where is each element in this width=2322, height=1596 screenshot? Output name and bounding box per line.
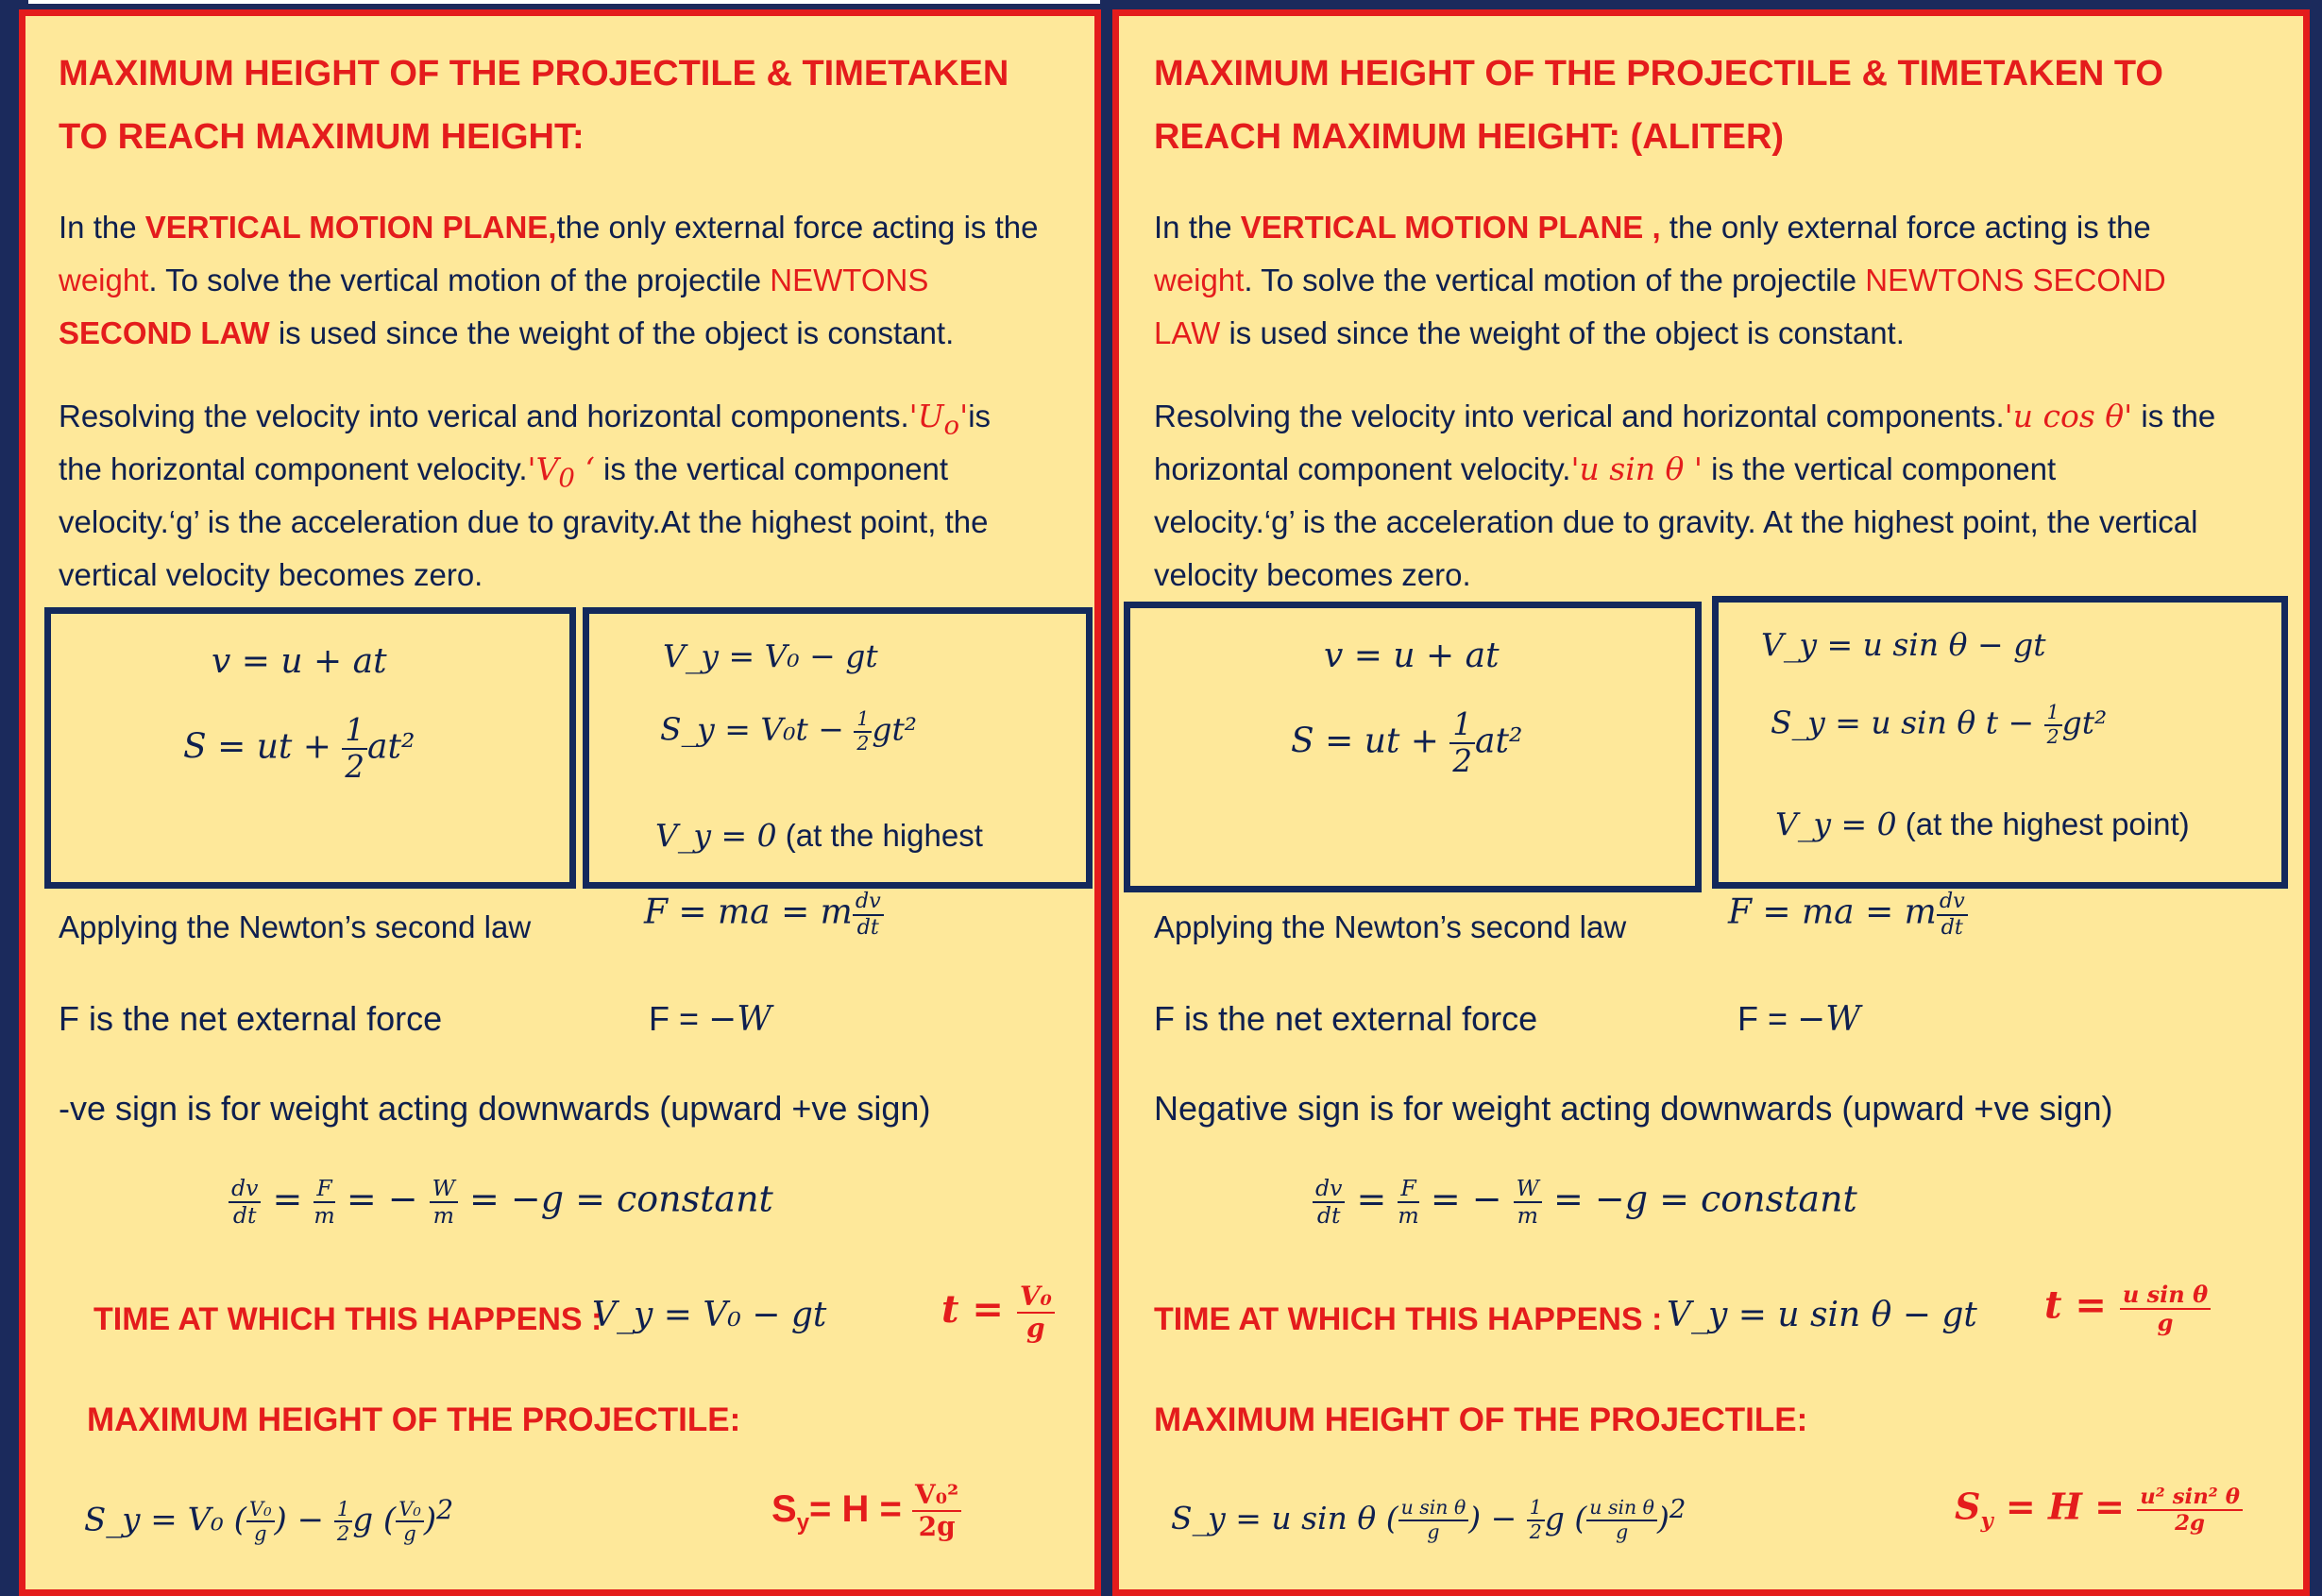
text: the horizontal component velocity.	[59, 451, 528, 486]
top-border-line	[28, 0, 1100, 4]
left-time-label: TIME AT WHICH THIS HAPPENS :	[93, 1301, 602, 1337]
text: Resolving the velocity into verical and horizontal components.	[59, 399, 909, 433]
left-newton-eq: F = ma = m $\frac{dv}{dt}$	[644, 890, 884, 940]
left-t-result: t = $\frac{\text{V₀}}{g}$	[941, 1282, 1055, 1344]
left-net-force-eq: F = −W	[649, 999, 772, 1039]
right-para2-line2	[1154, 443, 2056, 496]
eq-vy: V_y = V₀ − gt	[663, 637, 878, 674]
right-net-force-eq: F = −W	[1737, 999, 1861, 1039]
right-title-line1: MAXIMUM HEIGHT OF THE PROJECTILE & TIMETAKEN TO	[1154, 54, 2163, 93]
right-panel	[1112, 9, 2310, 1596]
left-net-force-label: F is the net external force	[59, 999, 443, 1038]
text: is	[968, 399, 992, 433]
right-equation-box-2	[1712, 596, 2288, 889]
left-para1-line1	[59, 201, 1038, 254]
uo-symbol: '$U_o$'	[908, 398, 969, 441]
right-h-result: $S_y = H$ = $\frac{\text{u² sin² θ}}{2g}$	[1955, 1485, 2243, 1536]
highlight: VERTICAL MOTION PLANE ,	[1240, 210, 1661, 245]
text: In the	[59, 210, 145, 245]
left-panel	[19, 9, 1101, 1596]
left-derivative-eq: $\frac{dv}{dt}$ = $\frac{F}{m}$ = − $\frac{W}{m}$ = −g = constant	[229, 1176, 773, 1229]
left-para2-line4: vertical velocity becomes zero.	[59, 557, 483, 592]
left-para2-line3: velocity.‘g’ is the acceleration due to gravity.At the highest point, the	[59, 504, 989, 539]
eq-s-ut: S = ut + $\frac{1}{2}$ at²	[1291, 706, 1523, 780]
highlight: SECOND LAW	[59, 315, 270, 350]
eq-sy: S_y = V₀t − $\frac{1}{2}$ gt²	[660, 707, 917, 755]
eq-vy: V_y = u sin θ − gt	[1761, 626, 2046, 663]
text: the only external force acting is the	[556, 210, 1039, 245]
text: In the	[1154, 210, 1241, 245]
right-time-label: TIME AT WHICH THIS HAPPENS :	[1154, 1301, 1663, 1337]
right-equation-box-1	[1124, 602, 1702, 892]
left-equation-box-2	[583, 607, 1093, 889]
right-para2-line3: velocity.‘g’ is the acceleration due to gravity. At the highest point, the vertical	[1154, 504, 2198, 539]
eq-vy-zero: V_y = 0 (at the highest	[655, 817, 983, 854]
left-para1-line3	[59, 307, 954, 360]
left-max-height-label: MAXIMUM HEIGHT OF THE PROJECTILE:	[87, 1401, 741, 1438]
right-time-eq: V_y = u sin θ − gt	[1667, 1296, 1977, 1334]
text: horizontal component velocity.	[1154, 451, 1571, 486]
right-para1-line3	[1154, 307, 1905, 360]
right-max-height-label: MAXIMUM HEIGHT OF THE PROJECTILE:	[1154, 1401, 1808, 1438]
highlight: weight	[59, 263, 149, 297]
right-t-result: t = $\frac{\text{u sin θ}}{g}$	[2044, 1282, 2211, 1335]
eq-v-u-at: v = u + at	[212, 642, 387, 681]
right-para1-line1	[1154, 201, 2151, 254]
left-equation-box-1	[44, 607, 576, 889]
text: is the	[2132, 399, 2216, 433]
right-net-force-label: F is the net external force	[1154, 999, 1538, 1038]
right-title-line2: REACH MAXIMUM HEIGHT: (ALITER)	[1154, 117, 1785, 157]
eq-sy: S_y = u sin θ t − $\frac{1}{2}$ gt²	[1771, 701, 2108, 748]
text: the only external force acting is the	[1660, 210, 2151, 245]
vo-symbol: '$V_0$ ‘	[527, 450, 595, 494]
text: . To solve the vertical motion of the projectile	[1244, 263, 1866, 297]
right-sign-text: Negative sign is for weight acting downwards (upward +ve sign)	[1154, 1089, 2113, 1128]
highlight: NEWTONS	[770, 263, 929, 297]
left-sign-text: -ve sign is for weight acting downwards (upward +ve sign)	[59, 1089, 931, 1128]
text: Resolving the velocity into verical and horizontal components.	[1154, 399, 2005, 433]
left-title-line2: TO REACH MAXIMUM HEIGHT:	[59, 117, 585, 157]
text: . To solve the vertical motion of the projectile	[148, 263, 771, 297]
right-para2-line4: velocity becomes zero.	[1154, 557, 1471, 592]
eq-s-ut: S = ut + $\frac{1}{2}$ at²	[183, 712, 415, 786]
right-newton-eq: F = ma = m $\frac{dv}{dt}$	[1728, 890, 1968, 940]
highlight: LAW	[1154, 315, 1221, 350]
left-para1-line2	[59, 254, 928, 307]
right-para1-line2	[1154, 254, 2166, 307]
left-sy-expression: S_y = V₀ ( $\frac{\text{V₀}}{g}$ ) − $\frac{1}{2}$ g ( $\frac{\text{V₀}}{g}$ )$^2$	[84, 1494, 454, 1546]
text: is the vertical component	[594, 451, 949, 486]
highlight: VERTICAL MOTION PLANE,	[144, 210, 557, 245]
ucos-symbol: 'u cos θ'	[2004, 398, 2133, 434]
left-h-result: $S_y= H$ = $\frac{\text{V₀²}}{2g}$	[771, 1480, 961, 1542]
usin-symbol: 'u sin θ '	[1570, 450, 1703, 487]
highlight: NEWTONS SECOND	[1865, 263, 2166, 297]
highlight: weight	[1154, 263, 1245, 297]
text: is the vertical component	[1702, 451, 2057, 486]
right-newton-label: Applying the Newton’s second law	[1154, 909, 1627, 944]
right-derivative-eq: $\frac{dv}{dt}$ = $\frac{F}{m}$ = − $\frac{W}{m}$ = −g = constant	[1313, 1176, 1857, 1229]
text: is used since the weight of the object is constant.	[1220, 315, 1905, 350]
left-title-line1: MAXIMUM HEIGHT OF THE PROJECTILE & TIMETAKEN	[59, 54, 1009, 93]
eq-v-u-at: v = u + at	[1324, 637, 1500, 675]
right-sy-expression: S_y = u sin θ ( $\frac{\text{u sin θ}}{g}$ ) − $\frac{1}{2}$ g ( $\frac{\text{u sin θ}}{g}$ )$^2$	[1171, 1494, 1686, 1543]
eq-vy-zero: V_y = 0 (at the highest point)	[1775, 806, 2190, 842]
left-newton-label: Applying the Newton’s second law	[59, 909, 532, 944]
right-para2-line1	[1154, 390, 2215, 443]
text: is used since the weight of the object is constant.	[269, 315, 955, 350]
left-time-eq: V_y = V₀ − gt	[592, 1296, 827, 1334]
